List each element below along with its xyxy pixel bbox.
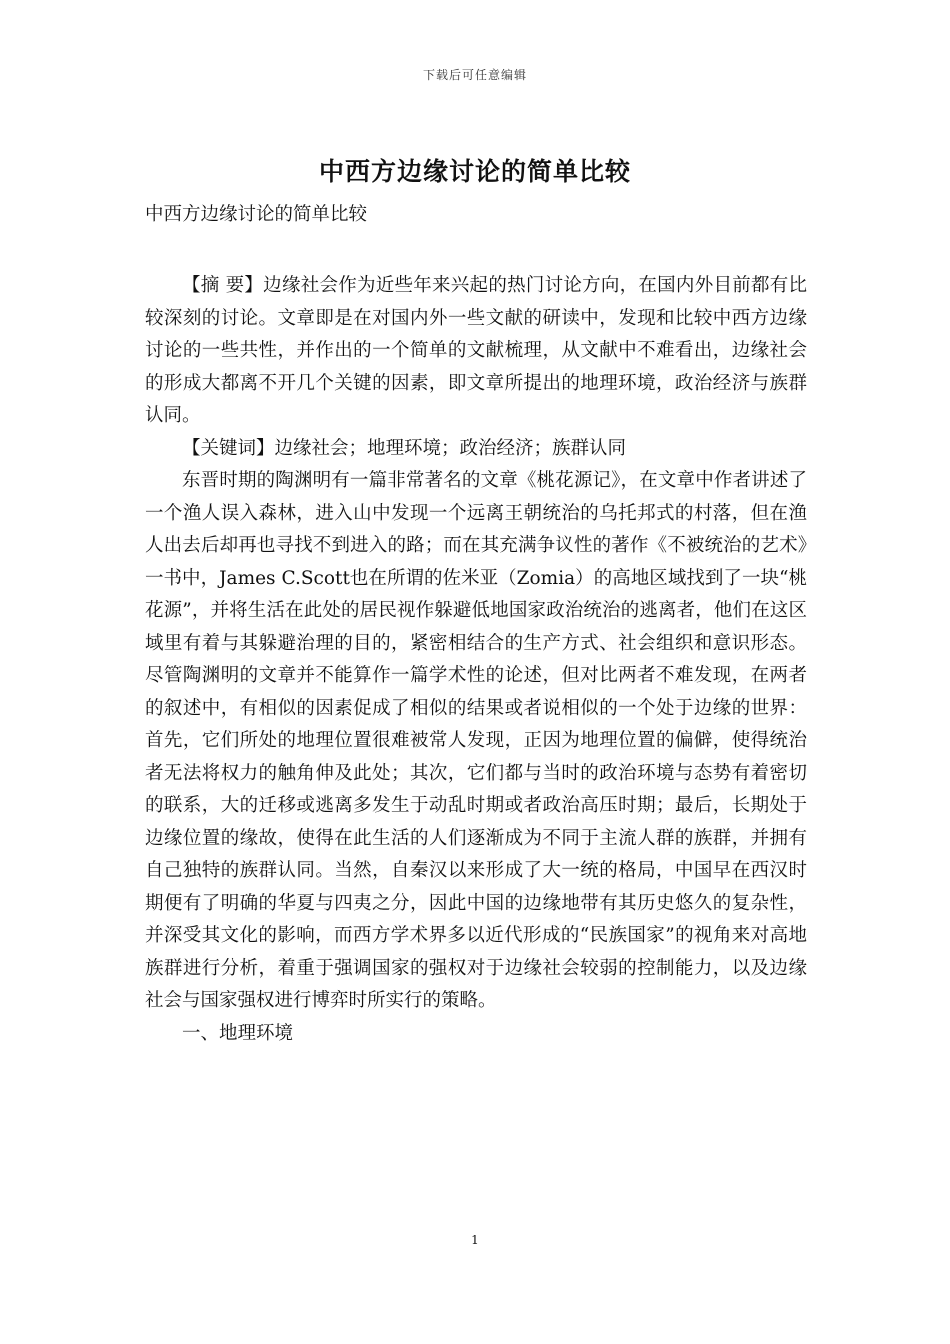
keywords-paragraph: 【关键词】边缘社会；地理环境；政治经济；族群认同 [182,437,627,459]
document-body [145,270,807,1050]
document-title: 中西方边缘讨论的简单比较 [318,157,631,186]
section-heading: 一、地理环境 [182,1022,294,1044]
document-subtitle: 中西方边缘讨论的简单比较 [145,204,368,225]
body-paragraph: 东晋时期的陶渊明有一篇非常著名的文章《桃花源记》，在文章中作者讲述了一个渔人误入森林，进入山中发现一个远离王朝统治的乌托邦式的村落，但在渔人出去后却再也寻找不到进入的路；而在其充满争议性的著作《不被统治的艺术》一书中，James C.Scott也在所谓的佐米亚（Zomia）的高地区域找到了一块“桃花源”，并将生活在此处的居民视作躲避低地国家政治统治的逃离者，他们在这区域里有着与其躲避治理的目的，紧密相结合的生产方式、社会组织和意识形态。尽管陶渊明的文章并不能算作一篇学术性的论述，但对比两者不难发现，在两者的叙述中，有相似的因素促成了相似的结果或者说相似的一个处于边缘的世界：首先，它们所处的地理位置很难被常人发现，正因为地理位置的偏僻，使得统治者无法将权力的触角伸及此处；其次，它们都与当时的政治环境与态势有着密切的联系，大的迁移或逃离多发生于动乱时期或者政治高压时期；最后，长期处于边缘位置的缘故，使得在此生活的人们逐渐成为不同于主流人群的族群，并拥有自己独特的族群认同。当然，自秦汉以来形成了大一统的格局，中国早在西汉时期便有了明确的华夏与四夷之分，因此中国的边缘地带有其历史悠久的复杂性，并深受其文化的影响，而西方学术界多以近代形成的“民族国家”的视角来对高地族群进行分析，着重于强调国家的强权对于边缘社会较弱的控制能力，以及边缘社会与国家强权进行博弈时所实行的策略。 [145,470,807,1011]
page-header-note: 下载后可任意编辑 [422,68,527,82]
abstract-paragraph: 【摘 要】边缘社会作为近些年来兴起的热门讨论方向，在国内外目前都有比较深刻的讨论。文章即是在对国内外一些文献的研读中，发现和比较中西方边缘讨论的一些共性，并作出的一个简单的文献梳理，从文献中不难看出，边缘社会的形成大都离不开几个关键的因素，即文章所提出的地理环境，政治经济与族群认同。 [145,275,807,426]
page-number: 1 [471,1233,479,1247]
